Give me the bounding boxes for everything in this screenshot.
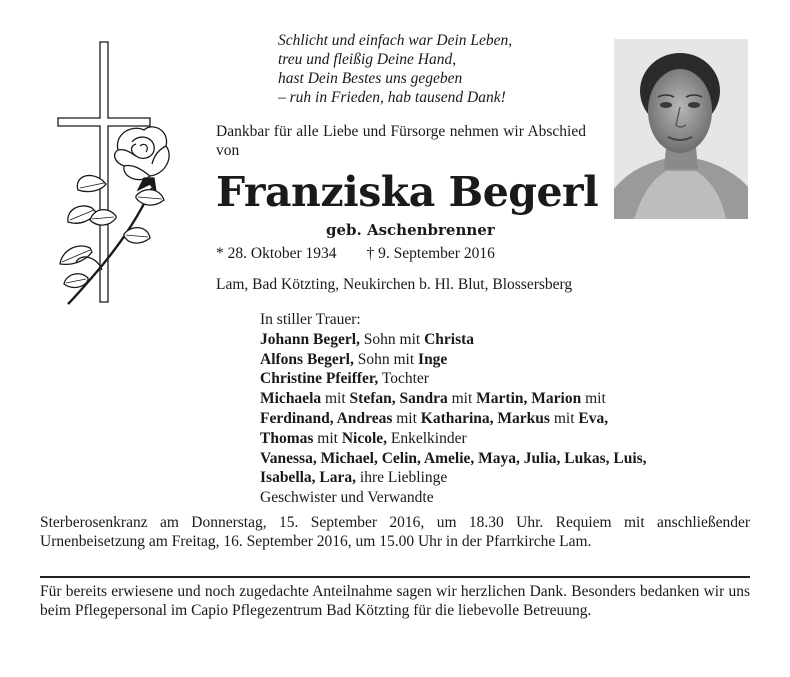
- mourner-name: Stefan, Sandra: [349, 390, 448, 408]
- relation-text: mit: [313, 429, 342, 447]
- poem-line: Schlicht und einfach war Dein Leben,: [278, 32, 513, 49]
- mourner-name: Inge: [418, 350, 448, 368]
- rose-icon: [60, 127, 169, 304]
- relation-text: Sohn mit: [353, 350, 419, 368]
- relation-text: Sohn mit: [359, 330, 425, 348]
- mourners-list: [260, 310, 750, 508]
- mourner-name: Katharina, Markus: [420, 409, 550, 427]
- relation-text: mit: [549, 409, 579, 427]
- mourners-heading: In stiller Trauer:: [260, 311, 361, 328]
- relation-text: Tochter: [378, 370, 429, 388]
- maiden-name: geb. Aschenbrenner: [326, 221, 495, 239]
- relation-text: mit: [392, 409, 421, 427]
- funeral-info: Sterberosenkranz am Donnerstag, 15. September 2016, um 18.30 Uhr. Requiem mit anschließender Urnenbeisetzung am Freitag, 16. September 2016, um 15.00 Uhr in der Pfarrkirche Lam.: [40, 514, 750, 550]
- mourner-row: [260, 468, 750, 488]
- mourner-name: Johann Begerl,: [260, 330, 360, 348]
- mourner-name: Christine Pfeiffer,: [260, 370, 379, 388]
- relation-text: mit: [321, 390, 350, 408]
- poem-line: hast Dein Bestes uns gegeben: [278, 70, 463, 87]
- mourner-row: [260, 350, 750, 370]
- relation-text: mit: [447, 390, 477, 408]
- mourner-name: Christa: [424, 330, 475, 348]
- mourner-row: Geschwister und Verwandte: [260, 489, 434, 507]
- mourner-name: Ferdinand, Andreas: [260, 409, 393, 427]
- poem: [278, 31, 598, 107]
- mourner-name: Alfons Begerl,: [260, 350, 354, 368]
- mourner-row: [260, 369, 750, 389]
- poem-line: – ruh in Frieden, hab tausend Dank!: [278, 89, 506, 106]
- mourner-name: Thomas: [260, 429, 314, 447]
- mourner-name: Nicole,: [341, 429, 388, 447]
- cross-with-rose-icon: [40, 38, 190, 308]
- poem-line: treu und fleißig Deine Hand,: [278, 51, 457, 68]
- places: Lam, Bad Kötzting, Neukirchen b. Hl. Blut, Blossersberg: [216, 276, 573, 293]
- thanks-text: Für bereits erwiesene und noch zugedachte Anteilnahme sagen wir herzlichen Dank. Besonders bedanken wir uns beim Pflegepersonal im Capio Pflegezentrum Bad Kötzting für die liebevolle Betreuung.: [40, 583, 750, 619]
- mourner-row: [260, 409, 750, 429]
- life-dates: [216, 245, 495, 263]
- mourner-row: [260, 449, 750, 469]
- mourner-name: Eva,: [578, 409, 609, 427]
- mourner-name: Vanessa, Michael, Celin, Amelie, Maya, Julia, Lukas, Luis,: [260, 449, 647, 467]
- deceased-name: Franziska Begerl: [216, 168, 599, 216]
- mourner-name: Michaela: [260, 390, 322, 408]
- relation-text: Enkelkinder: [387, 429, 467, 447]
- mourner-row: [260, 330, 750, 350]
- relation-text: mit: [581, 390, 606, 408]
- mourner-row: [260, 389, 750, 409]
- relation-text: ihre Lieblinge: [356, 469, 448, 487]
- birth-date: * 28. Oktober 1934: [216, 245, 337, 262]
- divider: [40, 576, 750, 578]
- portrait-photo: [614, 39, 748, 219]
- intro-text: Dankbar für alle Liebe und Fürsorge nehmen wir Abschied von: [216, 123, 586, 159]
- mourner-name: Martin, Marion: [476, 390, 582, 408]
- mourner-row: [260, 429, 750, 449]
- death-date: † 9. September 2016: [366, 245, 495, 262]
- portrait-icon: [614, 39, 748, 219]
- mourner-name: Isabella, Lara,: [260, 469, 357, 487]
